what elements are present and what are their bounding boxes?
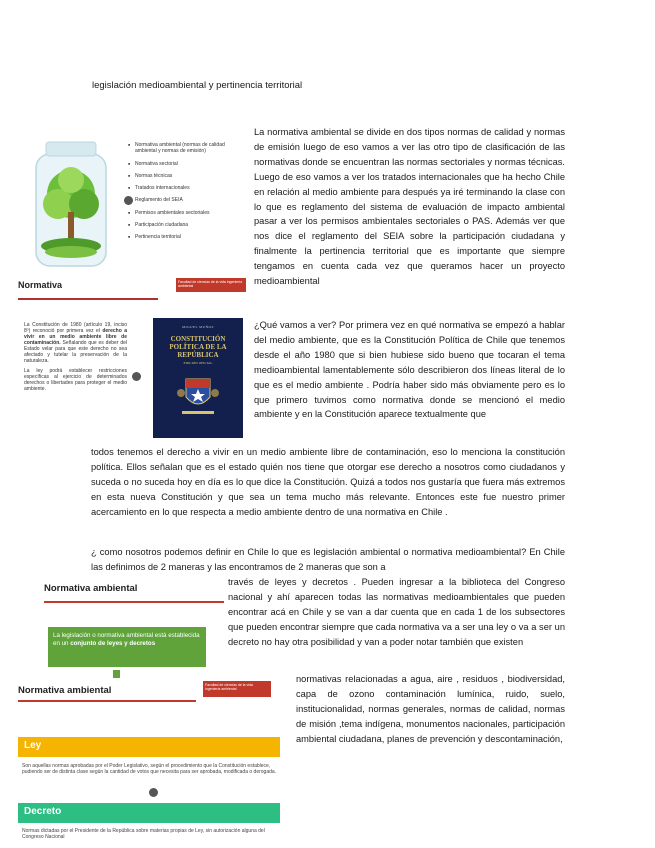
list-item: ■ Normativa ambiental (normas de calidad ambiental y normas de emisión) xyxy=(128,142,246,155)
book-title: CONSTITUCIÓN POLÍTICA DE LA REPÚBLICA xyxy=(169,335,227,359)
slide-heading: Normativa ambiental xyxy=(18,685,112,696)
constitution-excerpt xyxy=(24,322,127,392)
slide-heading: Normativa xyxy=(18,280,63,290)
list-item: ■ Normativa sectorial xyxy=(128,161,246,167)
tree-in-jar-illustration xyxy=(18,132,123,272)
excerpt-text: Señalando que es deber del Estado velar para que este derecho no sea afectado y tutelar la preservación de la naturaleza. xyxy=(24,340,127,364)
list-item: ■ Tratados internacionales xyxy=(128,185,246,191)
paragraph-constitution-part1: ¿Qué vamos a ver? Por primera vez en qué normativa se empezó a hablar del medio ambiente, que es la Constitución Política de Chile que tenemos desde el año 1980 que si bien hubiese sido bueno que tocaran el tema medioambiental lamentablemente sólo describieron dos líneas literal de lo que es el medio ambiente . Podría haber sido más obviamente pero es lo que primero tuvimos como normativa donde se mencionó el medio ambiente y en la Constitución aparece textualmente que xyxy=(254,320,565,420)
excerpt-text: La ley podrá establecer restricciones específicas al ejercicio de determinados derechos o libertades para proteger el medio ambiente. xyxy=(24,368,127,392)
cursor-dot-icon xyxy=(132,372,141,381)
document-title: legislación medioambiental y pertinencia territorial xyxy=(92,80,303,91)
cursor-dot-icon xyxy=(149,788,158,797)
paragraph-definition-part3: normativas relacionadas a agua, aire , residuos , biodiversidad, capa de ozono contaminación lumínica, ruido, suelo, institucionalidad, normas generales, normas de calidad, normas de misión ,tema indígena, monumentos nacionales, participación ambiental ciudadana, planes de prevención y descontaminación, xyxy=(296,674,565,744)
list-item: ■ Participación ciudadana xyxy=(128,222,246,228)
paragraph-intro: La normativa ambiental se divide en dos tipos normas de calidad y normas de emisión luego de eso vamos a ver las otro tipo de clasificación de las normativas donde se encuentran las normas sectoriales y normas técnicas. Luego de eso vamos a ver los tratados internacionales que ha hecho Chile en relación al medio ambiente para después ya iré terminando la clase con lo que es reglamento del sistema de evaluación de impacto ambiental pasar a ver los permisos ambientales sectoriales o PAS. Además ver que nos dice el reglamento del SEIA sobre la participación ciudadana y finalmente la pertinencia territorial que es importante que siempre tengamos en cuenta cada vez que queramos hacer un proyecto medioambiental xyxy=(254,127,565,287)
definition-bold: conjunto de leyes y decretos xyxy=(70,639,156,647)
paragraph-definition-part1: ¿ como nosotros podemos definir en Chile lo que es legislación ambiental o normativa medioambiental? En Chile las definimos de 2 maneras y las encontramos de 2 maneras que son a xyxy=(91,547,565,572)
divider xyxy=(18,700,196,702)
list-item: ■ Reglamento del SEIA xyxy=(128,197,246,203)
decreto-header: Decreto xyxy=(18,803,280,823)
constitution-book-cover xyxy=(153,318,243,438)
excerpt-text: La Constitución de 1980 (artículo 19, inciso 8º) reconoció por primera vez el xyxy=(24,322,127,334)
normativa-topics-list xyxy=(128,142,246,247)
book-subtitle: EDICIÓN OFICIAL xyxy=(183,361,213,365)
slide-constitucion xyxy=(18,318,243,438)
slide-normativa xyxy=(18,130,246,300)
faculty-badge: Facultad de ciencias de la vida ingeniería ambiental xyxy=(203,681,271,697)
paragraph-definition-part2: través de leyes y decretos . Pueden ingresar a la biblioteca del Congreso nacional y ahí aparecen todas las normativas medioambientales que pueden encontrar acá en Chile y se van a dar cuenta que en cada 1 de los subsectores que pueden encontrar siempre que cada normativa va a ser una ley o va a ser un decreto no hay otra posibilidad y van a poder notar también que existen xyxy=(228,577,565,647)
definition-box xyxy=(48,627,206,667)
cursor-dot-icon xyxy=(124,196,133,205)
ley-header: Ley xyxy=(18,737,280,757)
box-tab xyxy=(113,670,120,678)
faculty-badge: Facultad de ciencias de la vida ingeniería ambiental xyxy=(176,278,246,292)
definition-text: La legislación o normativa ambiental está establecida en un xyxy=(53,632,200,647)
book-author: MIGUEL MUÑOZ xyxy=(182,325,214,329)
list-item: ■ Permisos ambientales sectoriales xyxy=(128,210,246,216)
decreto-definition: Normas dictadas por el Presidente de la República sobre materias propias de Ley, sin autorización alguna del Congreso Nacional xyxy=(22,828,265,840)
divider xyxy=(18,298,158,300)
slide-heading: Normativa ambiental xyxy=(44,583,138,594)
excerpt-bold: derecho a vivir en un medio ambiente libre de contaminación. xyxy=(24,328,127,346)
coat-of-arms-icon xyxy=(176,371,220,419)
paragraph-constitution-part2: todos tenemos el derecho a vivir en un medio ambiente libre de contaminación, eso lo menciona la constitución política. Ellos señalan que es el estado quién nos tiene que otorgar ese derecho a nosotros como ciudadanos y suceda o no suceda hoy en día es lo que dice la Constitución. Quizá a todos nos gustaría que fuera más extremos en esta nueva Constitución y que sea un tema mucho más relevante. Entonces este fue nuestro primer acercamiento en lo que respecta a medio ambiente dentro de una normativa en Chile . xyxy=(91,447,565,517)
list-item: ■ Pertinencia territorial xyxy=(128,234,246,240)
divider xyxy=(44,601,224,603)
list-item: ■ Normas técnicas xyxy=(128,173,246,179)
ley-definition: Son aquellas normas aprobadas por el Poder Legislativo, según el procedimiento que la Constitución establece, pudiendo ser de distinta clase según la cantidad de votos que necesita para ser aprobada, modificada o derogada. xyxy=(22,763,277,775)
